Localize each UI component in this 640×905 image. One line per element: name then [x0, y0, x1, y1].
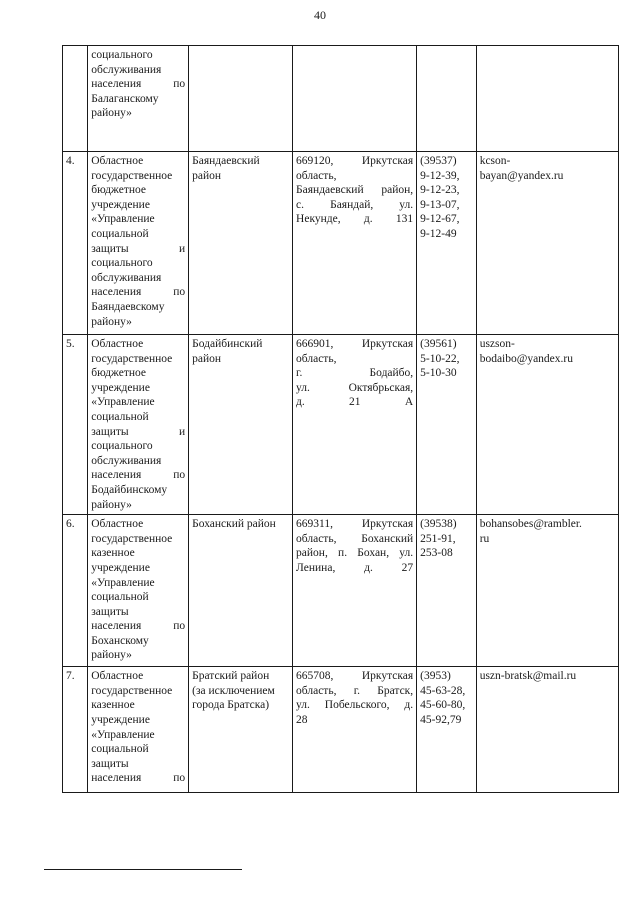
address-cell: [293, 515, 417, 667]
organization-cell: [88, 46, 189, 152]
cell-line: 5-10-30: [420, 367, 457, 380]
cell-line: (3953): [420, 670, 451, 683]
cell-line: Областное: [91, 670, 144, 683]
cell-line: область,: [296, 169, 337, 182]
email-cell: [476, 515, 618, 667]
cell-line: Областное: [91, 518, 144, 531]
table-row: [63, 667, 619, 793]
organization-cell: [88, 335, 189, 515]
district-cell: [189, 667, 293, 793]
cell-line: населения по: [91, 78, 186, 91]
phone-cell: [417, 152, 477, 335]
cell-line: Братский район: [192, 670, 270, 683]
cell-line: 9-12-67,: [420, 213, 460, 226]
cell-line: социальной: [91, 591, 149, 604]
cell-line: Баяндаевскому: [91, 300, 165, 313]
organization-cell: [88, 515, 189, 667]
address-cell: [293, 152, 417, 335]
cell-line: 45-92,79: [420, 713, 462, 726]
cell-line: району»: [91, 315, 132, 328]
row-number-cell: [63, 335, 88, 515]
cell-line: Баяндаевский: [192, 155, 260, 167]
address-cell: [293, 667, 417, 793]
row-number-cell: [63, 515, 88, 667]
cell-line: (за исключением: [192, 684, 275, 697]
cell-line: защиты: [91, 605, 129, 618]
cell-line: uszn-bratsk@mail.ru: [479, 670, 577, 683]
table-row: [63, 46, 619, 152]
cell-line: государственное: [91, 352, 173, 365]
cell-line: Баяндаевский район,: [296, 184, 414, 197]
cell-line: Областное: [91, 338, 144, 350]
cell-line: ул. Побельского, д.: [296, 699, 414, 712]
cell-line: kcson-: [479, 155, 511, 167]
table-row: [63, 152, 619, 335]
cell-line: населения по: [91, 620, 186, 633]
cell-line: (39538): [420, 518, 457, 531]
cell-line: с. Баяндай, ул.: [296, 198, 414, 211]
cell-line: bohansobes@rambler.: [479, 518, 582, 531]
cell-line: бюджетное: [91, 184, 147, 197]
phone-cell: [417, 335, 477, 515]
email-cell: [476, 152, 618, 335]
row-number-cell: [63, 46, 88, 152]
cell-line: учреждение: [91, 561, 150, 574]
cell-line: учреждение: [91, 713, 150, 726]
organization-cell: [88, 667, 189, 793]
cell-line: социального: [91, 49, 153, 61]
cell-line: казенное: [91, 699, 135, 712]
cell-line: Боханский район: [192, 518, 276, 531]
phone-cell: [417, 667, 477, 793]
cell-line: bayan@yandex.ru: [479, 169, 564, 182]
cell-line: Бодайбинскому: [91, 483, 168, 496]
cell-line: обслуживания: [91, 63, 162, 76]
cell-line: 665708, Иркутская: [296, 670, 414, 683]
table-body: [63, 46, 619, 793]
cell-line: 45-63-28,: [420, 684, 466, 697]
cell-line: Некунде, д. 131: [296, 213, 414, 226]
email-cell: [476, 46, 618, 152]
row-number-cell: [63, 667, 88, 793]
cell-line: району»: [91, 107, 132, 120]
cell-line: область, Боханский: [296, 532, 414, 545]
cell-line: 9-13-07,: [420, 198, 460, 211]
cell-line: Бодайбинский: [192, 338, 263, 350]
cell-line: населения по: [91, 286, 186, 299]
cell-line: bodaibo@yandex.ru: [479, 352, 573, 365]
cell-line: социальной: [91, 743, 149, 756]
address-cell: [293, 46, 417, 152]
row-number: 6.: [66, 518, 75, 531]
cell-line: (39561): [420, 338, 457, 350]
cell-line: ru: [479, 532, 490, 545]
cell-line: Областное: [91, 155, 144, 167]
cell-line: защиты и: [91, 242, 186, 255]
district-cell: [189, 152, 293, 335]
cell-line: обслуживания: [91, 454, 162, 467]
row-number: 4.: [66, 155, 75, 167]
cell-line: область,: [296, 352, 337, 365]
district-cell: [189, 335, 293, 515]
cell-line: государственное: [91, 169, 173, 182]
cell-line: г. Бодайбо,: [296, 367, 414, 380]
cell-line: Балаганскому: [91, 92, 159, 105]
cell-line: казенное: [91, 547, 135, 560]
cell-line: Боханскому: [91, 634, 149, 647]
organization-cell: [88, 152, 189, 335]
table-row: [63, 515, 619, 667]
row-number-cell: [63, 152, 88, 335]
cell-line: область, г. Братск,: [296, 684, 414, 697]
cell-line: Ленина, д. 27: [296, 561, 414, 574]
cell-line: 669311, Иркутская: [296, 518, 414, 531]
cell-line: обслуживания: [91, 271, 162, 284]
cell-line: району»: [91, 649, 132, 662]
cell-line: населения по: [91, 772, 186, 785]
cell-line: города Братска): [192, 699, 270, 712]
cell-line: (39537): [420, 155, 457, 167]
cell-line: 9-12-23,: [420, 184, 460, 197]
cell-line: 9-12-39,: [420, 169, 460, 182]
institutions-table: [62, 45, 619, 793]
cell-line: государственное: [91, 532, 173, 545]
cell-line: социальной: [91, 410, 149, 423]
cell-line: 28: [296, 713, 308, 726]
cell-line: защиты и: [91, 425, 186, 438]
cell-line: район: [192, 352, 222, 365]
district-cell: [189, 515, 293, 667]
district-cell: [189, 46, 293, 152]
cell-line: населения по: [91, 469, 186, 482]
row-number: 7.: [66, 670, 75, 683]
cell-line: учреждение: [91, 198, 150, 211]
cell-line: д. 21 А: [296, 396, 414, 409]
cell-line: бюджетное: [91, 367, 147, 380]
cell-line: 666901, Иркутская: [296, 338, 414, 350]
cell-line: 251-91,: [420, 532, 456, 545]
phone-cell: [417, 515, 477, 667]
cell-line: 669120, Иркутская: [296, 155, 414, 167]
row-number: 5.: [66, 338, 75, 350]
footnote-divider: [44, 869, 242, 870]
cell-line: социального: [91, 257, 153, 270]
cell-line: uszson-: [479, 338, 515, 350]
cell-line: району»: [91, 498, 132, 511]
cell-line: государственное: [91, 684, 173, 697]
cell-line: социальной: [91, 227, 149, 240]
email-cell: [476, 335, 618, 515]
cell-line: 45-60-80,: [420, 699, 466, 712]
cell-line: учреждение: [91, 381, 150, 394]
cell-line: 253-08: [420, 547, 453, 560]
address-cell: [293, 335, 417, 515]
cell-line: социального: [91, 440, 153, 453]
cell-line: ул. Октябрьская,: [296, 381, 414, 394]
cell-line: район: [192, 169, 222, 182]
cell-line: 5-10-22,: [420, 352, 460, 365]
cell-line: «Управление: [91, 728, 155, 741]
cell-line: «Управление: [91, 576, 155, 589]
cell-line: «Управление: [91, 213, 155, 226]
table-row: [63, 335, 619, 515]
email-cell: [476, 667, 618, 793]
cell-line: район, п. Бохан, ул.: [296, 547, 414, 560]
phone-cell: [417, 46, 477, 152]
cell-line: «Управление: [91, 396, 155, 409]
cell-line: 9-12-49: [420, 227, 457, 240]
page-number: 40: [314, 8, 326, 22]
cell-line: защиты: [91, 757, 129, 770]
